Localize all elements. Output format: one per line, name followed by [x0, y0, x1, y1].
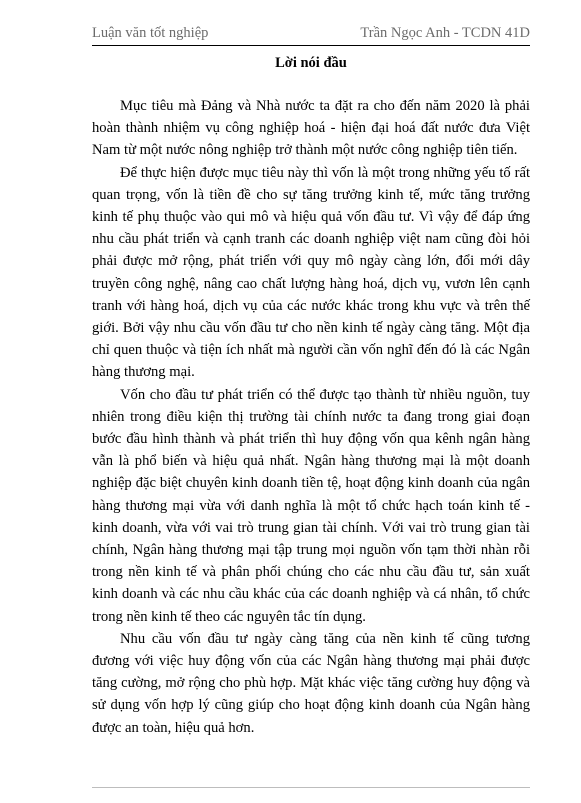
footer-divider: [92, 787, 530, 788]
paragraph: Nhu cầu vốn đầu tư ngày càng tăng của nền kinh tế cũng tương đương với việc huy động vốn của các Ngân hàng thương mại phải được tăng cường, mở rộng cho phù hợp. Mặt khác việc tăng cường huy động và sử dụng vốn hợp lý cũng giúp cho hoạt động kinh doanh của Ngân hàng được an toàn, hiệu quả hơn.: [92, 630, 530, 736]
page-header: [92, 23, 530, 46]
header-author-class: Trần Ngọc Anh - TCDN 41D: [360, 25, 530, 41]
document-body: [92, 95, 530, 739]
header-thesis-label: Luận văn tốt nghiệp: [92, 25, 209, 41]
document-title: Lời nói đầu: [275, 55, 347, 71]
paragraph: Để thực hiện được mục tiêu này thì vốn là một trong những yếu tố rất quan trọng, vốn là tiền đề cho sự tăng trưởng kinh tế, mức tăng trưởng kinh tế phụ thuộc vào qui mô và hiệu quả vốn đầu tư. Vì vậy để đáp ứng nhu cầu phát triển và cạnh tranh các doanh nghiệp việt nam cũng đòi hỏi phải được mở rộng, phát triển với quy mô ngày càng lớn, đổi mới dây truyền công nghệ, nâng cao chất lượng hàng hoá, dịch vụ, vươn lên cạnh tranh với hàng hoá, dịch vụ của các nước khác trong khu vực và trên thế giới. Bởi vậy nhu cầu vốn đầu tư cho nền kinh tế ngày càng tăng. Một địa chỉ quen thuộc và tiện ích nhất mà người cần vốn nghĩ đến đó là các Ngân hàng thương mại.: [92, 164, 530, 381]
paragraph: Mục tiêu mà Đảng và Nhà nước ta đặt ra cho đến năm 2020 là phải hoàn thành nhiệm vụ công nghiệp hoá - hiện đại hoá đất nước đưa Việt Nam từ một nước nông nghiệp trở thành một nước công nghiệp tiên tiến.: [92, 98, 530, 159]
paragraph: Vốn cho đầu tư phát triển có thể được tạo thành từ nhiều nguồn, tuy nhiên trong điều kiện thị trường tài chính nước ta đang trong giai đoạn bước đầu hình thành và phát triển thì huy động vốn qua kênh ngân hàng vẫn là phổ biến và hiệu quả nhất. Ngân hàng thương mại là một doanh nghiệp đặc biệt chuyên kinh doanh tiền tệ, hoạt động kinh doanh của ngân hàng thương mại vừa với danh nghĩa là một tổ chức hạch toán kinh tế - kinh doanh, vừa với vai trò trung gian tài chính. Với vai trò trung gian tài chính, Ngân hàng thương mại tập trung mọi nguồn vốn tạm thời nhàn rỗi trong nền kinh tế và phân phối chúng cho các nhu cầu đầu tư, sản xuất kinh doanh và các nhu cầu khác của các doanh nghiệp và cá nhân, tổ chức trong nền kinh tế theo các nguyên tắc tín dụng.: [92, 386, 530, 625]
